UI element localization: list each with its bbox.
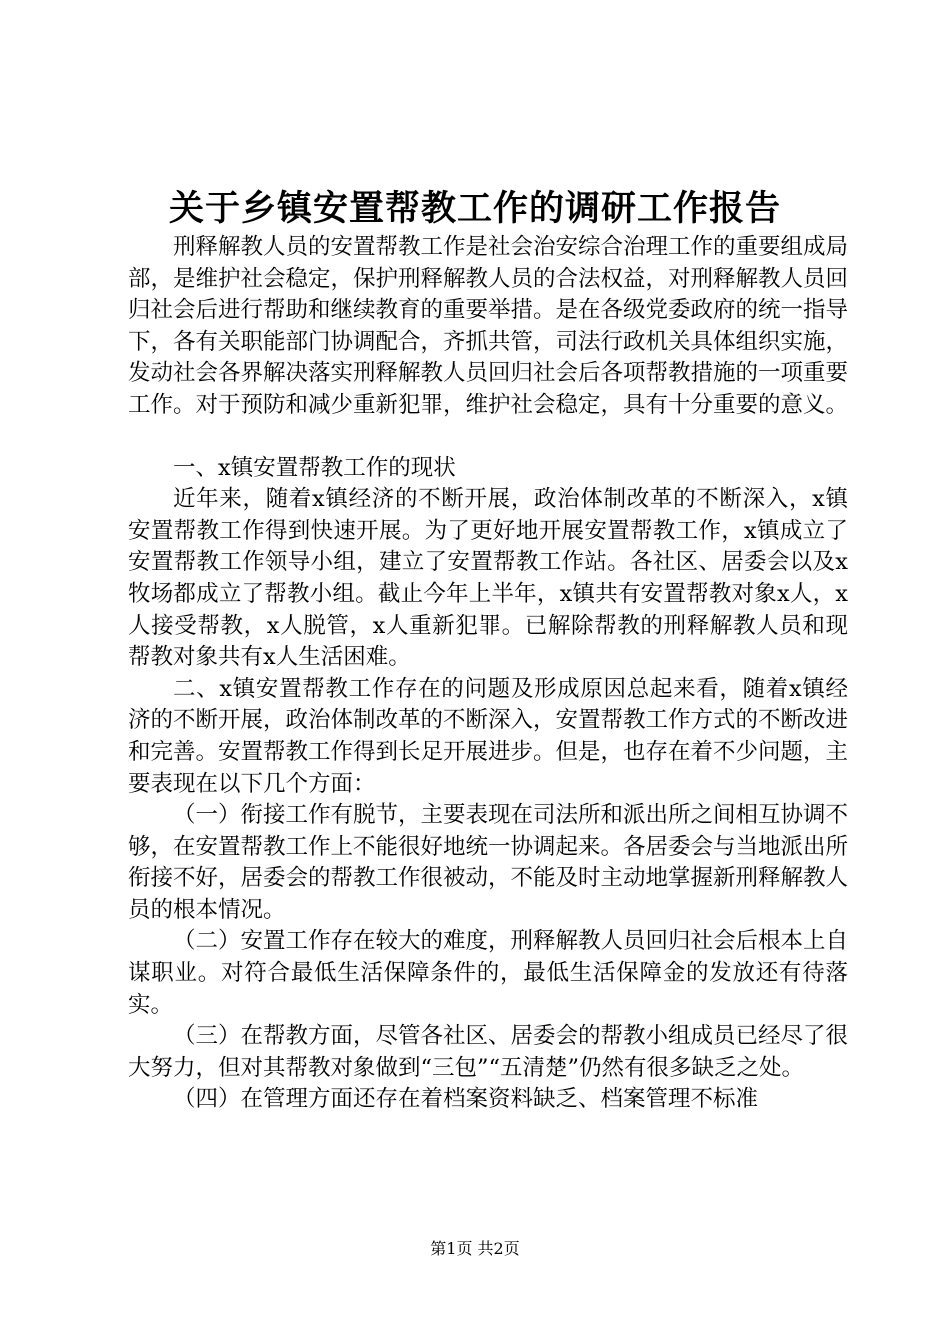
section-heading-1: 一、x镇安置帮教工作的现状 <box>173 454 456 481</box>
section-heading-2-paragraph: 二、x镇安置帮教工作存在的问题及形成原因总起来看，随着x镇经济的不断开展，政治体制改革的不断深入，安置帮教工作方式的不断改进和完善。安置帮教工作得到长足开展进步。但是，也存在着不少问题，主要表现在以下几个方面： <box>128 675 849 797</box>
section-1-paragraph: 近年来，随着x镇经济的不断开展，政治体制改革的不断深入，x镇安置帮教工作得到快速开展。为了更好地开展安置帮教工作，x镇成立了安置帮教工作领导小组，建立了安置帮教工作站。各社区、居委会以及x牧场都成立了帮教小组。截止今年上半年，x镇共有安置帮教对象x人，x人接受帮教，x人脱管，x人重新犯罪。已解除帮教的刑释解教人员和现帮教对象共有x人生活困难。 <box>128 486 848 671</box>
page-number-footer: 第1页 共2页 <box>430 1239 520 1258</box>
problem-item-1: （一）衔接工作有脱节，主要表现在司法所和派出所之间相互协调不够，在安置帮教工作上不能很好地统一协调起来。各居委会与当地派出所衔接不好，居委会的帮教工作很被动，不能及时主动地掌握新刑释解教人员的根本情况。 <box>128 802 849 923</box>
document-title: 关于乡镇安置帮教工作的调研工作报告 <box>168 188 781 229</box>
intro-paragraph: 刑释解教人员的安置帮教工作是社会治安综合治理工作的重要组成局部，是维护社会稳定，保护刑释解教人员的合法权益，对刑释解教人员回归社会后进行帮助和继续教育的重要举措。是在各级党委政府的统一指导下，各有关职能部门协调配合，齐抓共管，司法行政机关具体组织实施，发动社会各界解决落实刑释解教人员回归社会后各项帮教措施的一项重要工作。对于预防和减少重新犯罪，维护社会稳定，具有十分重要的意义。 <box>128 234 849 418</box>
problem-item-3: （三）在帮教方面，尽管各社区、居委会的帮教小组成员已经尽了很大努力，但对其帮教对象做到“三包”“五清楚”仍然有很多缺乏之处。 <box>128 1023 849 1081</box>
problem-item-4: （四）在管理方面还存在着档案资料缺乏、档案管理不标准 <box>173 1086 759 1113</box>
problem-item-2: （二）安置工作存在较大的难度，刑释解教人员回归社会后根本上自谋职业。对符合最低生活保障条件的，最低生活保障金的发放还有待落实。 <box>128 928 849 1018</box>
document-body <box>128 232 848 1116</box>
